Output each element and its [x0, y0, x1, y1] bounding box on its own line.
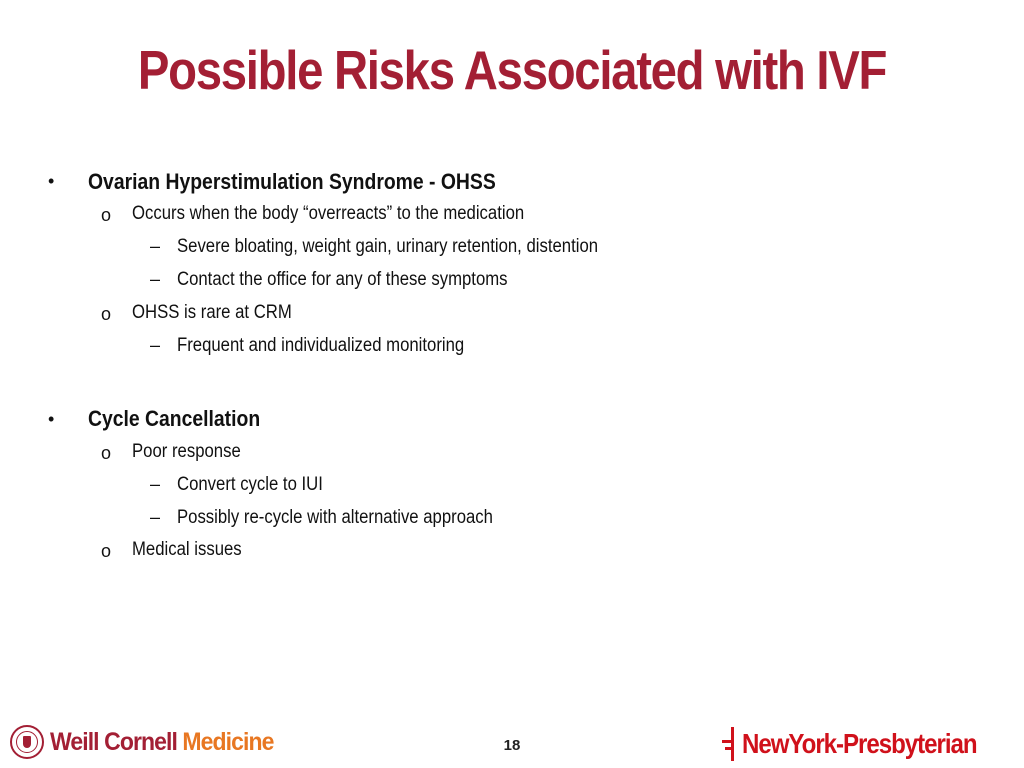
circle-marker: o [101, 205, 112, 225]
wcm-wordmark [50, 728, 273, 757]
list-item: Medical issues [132, 539, 242, 560]
list-subitem: Severe bloating, weight gain, urinary retention, distention [177, 236, 599, 257]
list-item: Occurs when the body “overreacts” to the medication [132, 203, 525, 224]
wcm-wordmark-part1: Weill Cornell [50, 727, 183, 756]
circle-marker: o [101, 304, 112, 324]
list-item: Poor response [132, 441, 241, 462]
list-subitem: Possibly re-cycle with alternative approach [177, 507, 493, 528]
dash-marker: – [150, 236, 161, 256]
slide-title: Possible Risks Associated with IVF [137, 39, 887, 101]
list-item: OHSS is rare at CRM [132, 302, 292, 323]
dash-marker: – [150, 474, 161, 494]
list-subitem: Frequent and individualized monitoring [177, 335, 465, 356]
page-number: 18 [503, 737, 521, 754]
cornell-seal-icon [10, 725, 44, 759]
newyork-presbyterian-logo [722, 724, 1015, 764]
section-heading-ohss: Ovarian Hyperstimulation Syndrome - OHSS [88, 169, 496, 194]
dash-marker: – [150, 507, 161, 527]
nyp-mark-icon [722, 727, 738, 761]
list-subitem: Contact the office for any of these symptoms [177, 269, 508, 290]
nyp-wordmark: NewYork-Presbyterian [742, 728, 977, 759]
circle-marker: o [101, 443, 112, 463]
circle-marker: o [101, 541, 112, 561]
weill-cornell-medicine-logo [10, 722, 293, 762]
bullet-marker: • [48, 409, 55, 429]
list-subitem: Convert cycle to IUI [177, 474, 323, 495]
section-heading-cycle-cancellation: Cycle Cancellation [88, 406, 261, 431]
bullet-marker: • [48, 171, 55, 191]
dash-marker: – [150, 269, 161, 289]
wcm-wordmark-part2: Medicine [182, 727, 274, 756]
dash-marker: – [150, 335, 161, 355]
